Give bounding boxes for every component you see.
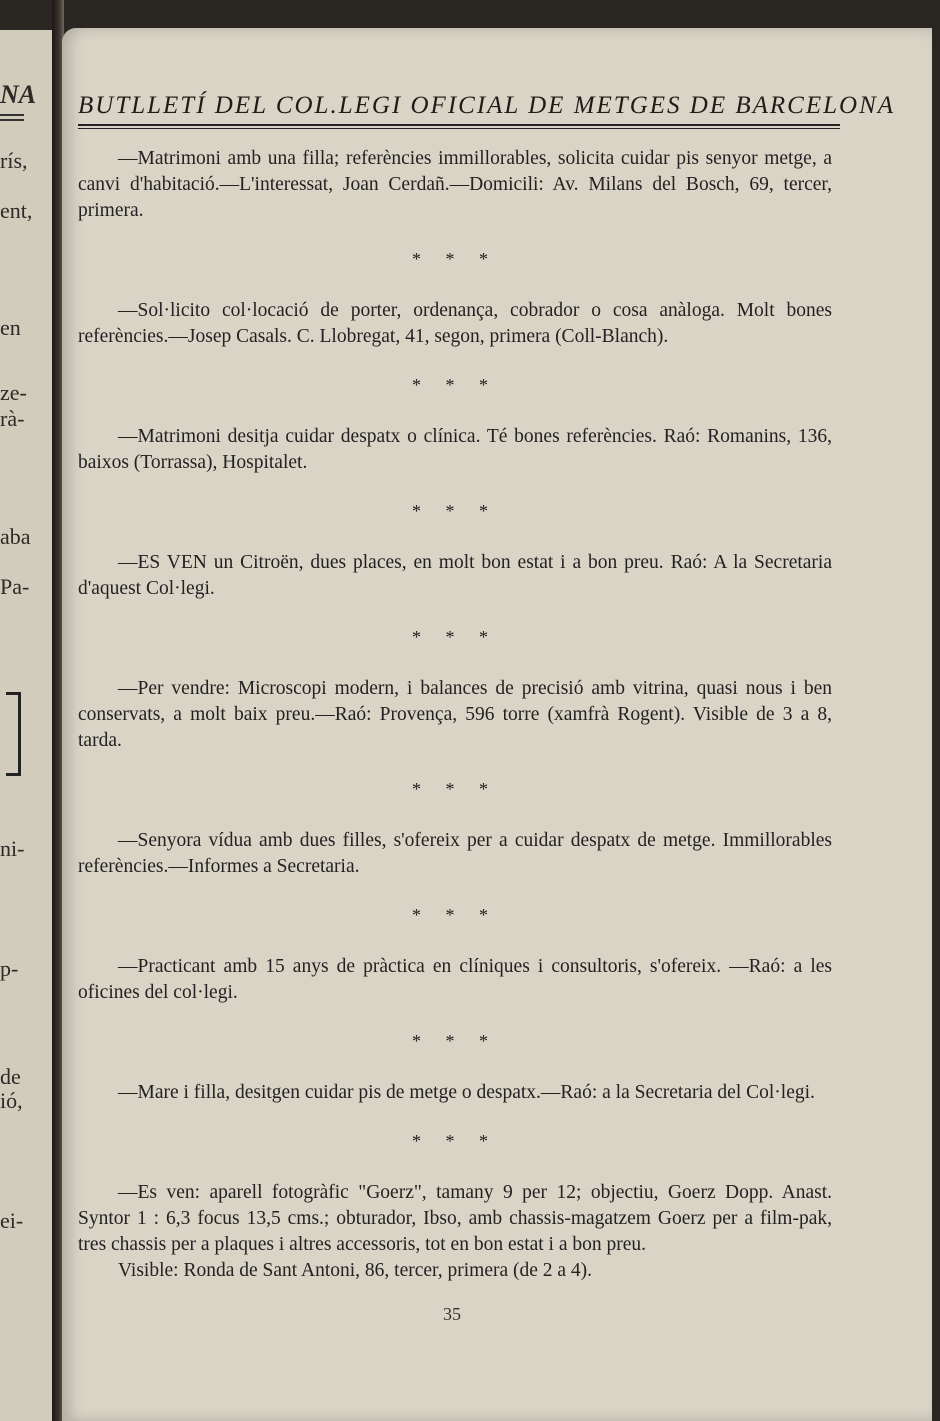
ad-entry: —Per vendre: Microscopi modern, i balances de precisió amb vitrina, quasi nous i ben conservats, a molt baix preu.—Raó: Provença, 596 torre (xamfrà Rogent). Visible de 3 a 8, tarda. [78, 678, 832, 751]
left-page-fragment: p- [0, 956, 19, 981]
ad-entry: —Practicant amb 15 anys de pràctica en clíniques i consultoris, s'ofereix. —Raó: a les oficines del col·legi. [78, 956, 832, 1003]
left-page-fragment: ent, [0, 198, 33, 223]
header-rule [78, 128, 840, 129]
separator: * * * [412, 501, 498, 521]
separator: * * * [412, 1031, 498, 1051]
ad-entry: —Matrimoni amb una filla; referències immillorables, solicita cuidar pis senyor metge, a canvi d'habitació.—L'interessat, Joan Cerdañ.—Domicili: Av. Milans del Bosch, 69, tercer, primera. [78, 148, 832, 221]
left-page-header-fragment: NA [0, 80, 37, 109]
left-page-fragment: ni- [0, 836, 25, 861]
separator: * * * [412, 779, 498, 799]
left-page-fragment: ió, [0, 1088, 23, 1113]
separator: * * * [412, 627, 498, 647]
ad-entry: —ES VEN un Citroën, dues places, en molt bon estat i a bon preu. Raó: A la Secretaria d'aquest Col·legi. [78, 552, 832, 599]
ad-entry: —Es ven: aparell fotogràfic "Goerz", tamany 9 per 12; objectiu, Goerz Dopp. Anast. Syntor 1 : 6,3 focus 13,5 cms.; obturador, Ibso, amb chassis-magatzem Goerz per a film-pak, tres chassis per a plaques i altres accessoris, tot en bon estat i a bon preu. [78, 1182, 832, 1255]
left-page-fragment: ze- [0, 380, 27, 405]
page-number: 35 [443, 1304, 461, 1324]
left-page-fragment: de [0, 1064, 21, 1089]
ad-entry: —Senyora vídua amb dues filles, s'ofereix per a cuidar despatx de metge. Immillorables referències.—Informes a Secretaria. [78, 830, 832, 877]
page [62, 28, 932, 1421]
adjacent-page-edge [0, 30, 52, 1421]
separator: * * * [412, 1131, 498, 1151]
left-page-box-mark [6, 692, 21, 776]
left-page-fragment: rís, [0, 148, 28, 173]
left-page-fragment: ei- [0, 1208, 24, 1233]
ad-entry-extra: Visible: Ronda de Sant Antoni, 86, tercer, primera (de 2 a 4). [118, 1260, 593, 1281]
separator: * * * [412, 905, 498, 925]
classified-ads [78, 146, 832, 1284]
left-page-fragment: rà- [0, 406, 25, 431]
separator: * * * [412, 249, 498, 269]
header-rule [78, 124, 840, 126]
left-page-fragment: Pa- [0, 574, 30, 599]
ad-entry: —Mare i filla, desitgen cuidar pis de metge o despatx.—Raó: a la Secretaria del Col·legi. [118, 1082, 815, 1103]
separator: * * * [412, 375, 498, 395]
ad-entry: —Matrimoni desitja cuidar despatx o clínica. Té bones referències. Raó: Romanins, 136, baixos (Torrassa), Hospitalet. [78, 426, 832, 473]
left-page-fragment: aba [0, 524, 31, 549]
ad-entry: —Sol·licito col·locació de porter, ordenança, cobrador o cosa anàloga. Molt bones referències.—Josep Casals. C. Llobregat, 41, segon, primera (Coll-Blanch). [78, 300, 832, 347]
left-page-rule [0, 114, 24, 116]
left-page-rule [0, 119, 24, 121]
left-page-fragment: en [0, 315, 21, 340]
running-header: BUTLLETÍ DEL COL.LEGI OFICIAL DE METGES DE BARCELONA [78, 92, 896, 119]
